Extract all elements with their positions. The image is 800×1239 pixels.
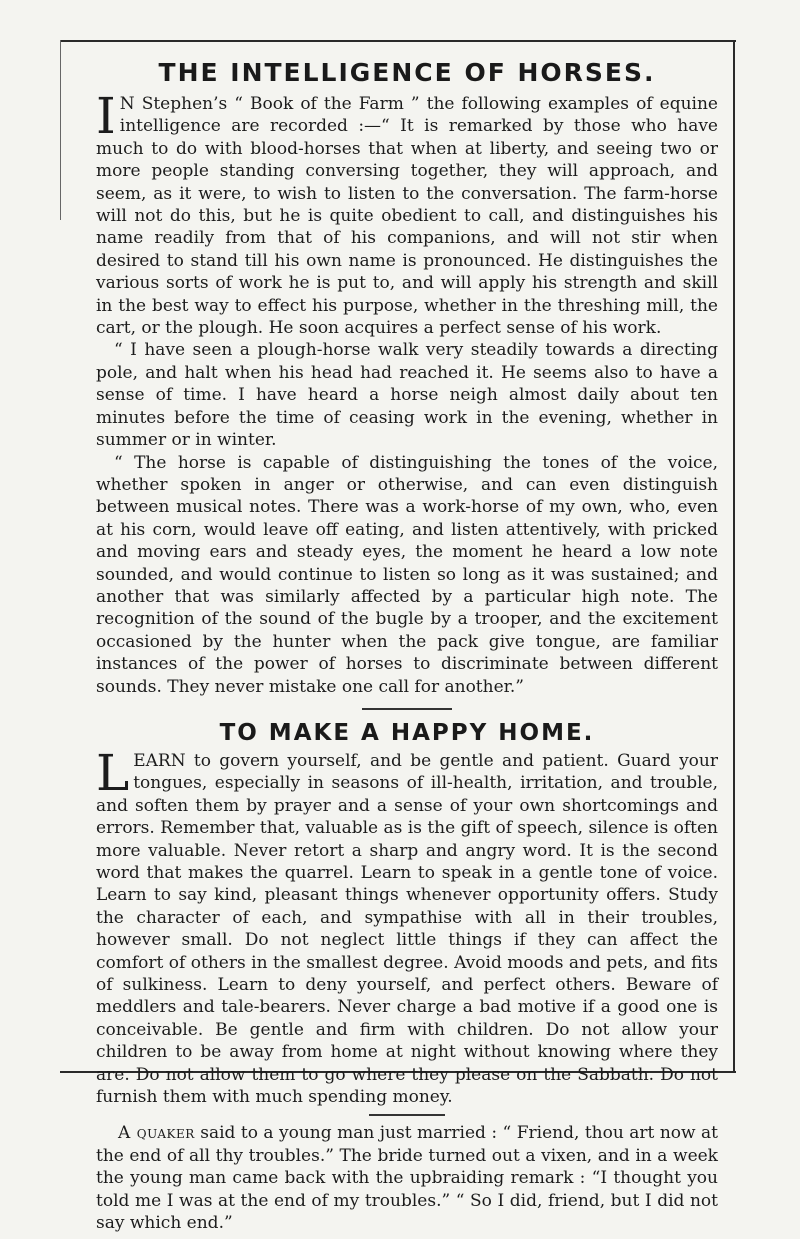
anecdote-divider (369, 1114, 445, 1116)
article-title-horses: THE INTELLIGENCE OF HORSES. (158, 58, 656, 87)
text-column (96, 58, 718, 1235)
horses-paragraph-1-text: N Stephen’s “ Book of the Farm ” the following examples of equine intelligence are recorded :—“ It is remarked by those who have much to do with blood-horses that when at liberty, and seeing two or more people standing conversing together, they will approach, and seem, as it were, to wish to listen to the conversation. The farm-horse will not do this, but he is quite obedient to call, and distinguishes his name readily from that of his companions, and will not stir when desired to stand till his own name is pronounced. He distinguishes the various sorts of work he is put to, and will apply his strength and skill in the best way to effect his purpose, whether in the threshing mill, the cart, or the plough. He soon acquires a perfect sense of his work. (96, 94, 718, 339)
horses-paragraph-2: “ I have seen a plough-horse walk very steadily towards a directing pole, and halt when his head had reached it. He seems also to have a sense of time. I have heard a horse neigh almost daily about ten minutes before the time of ceasing work in the evening, whether in summer or in winter. (96, 340, 718, 451)
quaker-lead: A quaker (118, 1123, 195, 1144)
happy-home-paragraph-text: EARN to govern yourself, and be gentle and patient. Guard your tongues, especially in seasons of ill-health, irritation, and trouble, and soften them by prayer and a sense of your own shortcomings and errors. Remember that, valuable as is the gift of speech, silence is often more valuable. Never retort a sharp and angry word. It is the second word that makes the quarrel. Learn to speak in a gentle tone of voice. Learn to say kind, pleasant things whenever opportunity offers. Study the character of each, and sympathise with all in their troubles, however small. Do not neglect little things if they can affect the comfort of others in the smallest degree. Avoid moods and pets, and fits of sulkiness. Learn to deny yourself, and perfect others. Beware of meddlers and tale-bearers. Never charge a bad motive if a good one is conceivable. Be gentle and firm with children. Do not allow your children to be away from home at night without knowing where they are. Do not allow them to go where they please on the Sabbath. Do not furnish them with much spending money. (96, 750, 718, 1108)
horses-paragraph-1 (96, 87, 718, 339)
border-top-rule (60, 40, 736, 42)
border-right-rule (733, 40, 735, 1073)
section-divider (362, 708, 452, 710)
quaker-anecdote (96, 1122, 718, 1234)
border-left-rule (60, 40, 61, 220)
happy-home-paragraph (96, 743, 718, 1109)
article-title-happy-home: TO MAKE A HAPPY HOME. (219, 719, 595, 746)
drop-cap-l: L (96, 743, 130, 802)
drop-cap-i: I (96, 87, 116, 145)
quaker-text: said to a young man just married : “ Friend, thou art now at the end of all thy troubles.” The bride turned out a vixen, and in a week the young man came back with the upbraiding remark : “I thought you told me I was at the end of my troubles.” “ So I did, friend, but I did not say which end.” (96, 1123, 718, 1234)
horses-paragraph-3: “ The horse is capable of distinguishing the tones of the voice, whether spoken in anger or otherwise, and can even distinguish between musical notes. There was a work-horse of my own, who, even at his corn, would leave off eating, and listen attentively, with pricked and moving ears and steady eyes, the moment he heard a low note sounded, and would continue to listen so long as it was sustained; and another that was similarly affected by a particular high note. The recognition of the sound of the bugle by a trooper, and the excitement occasioned by the hunter when the pack give tongue, are familiar instances of the power of horses to discriminate between different sounds. They never mistake one call for another.” (96, 452, 718, 697)
